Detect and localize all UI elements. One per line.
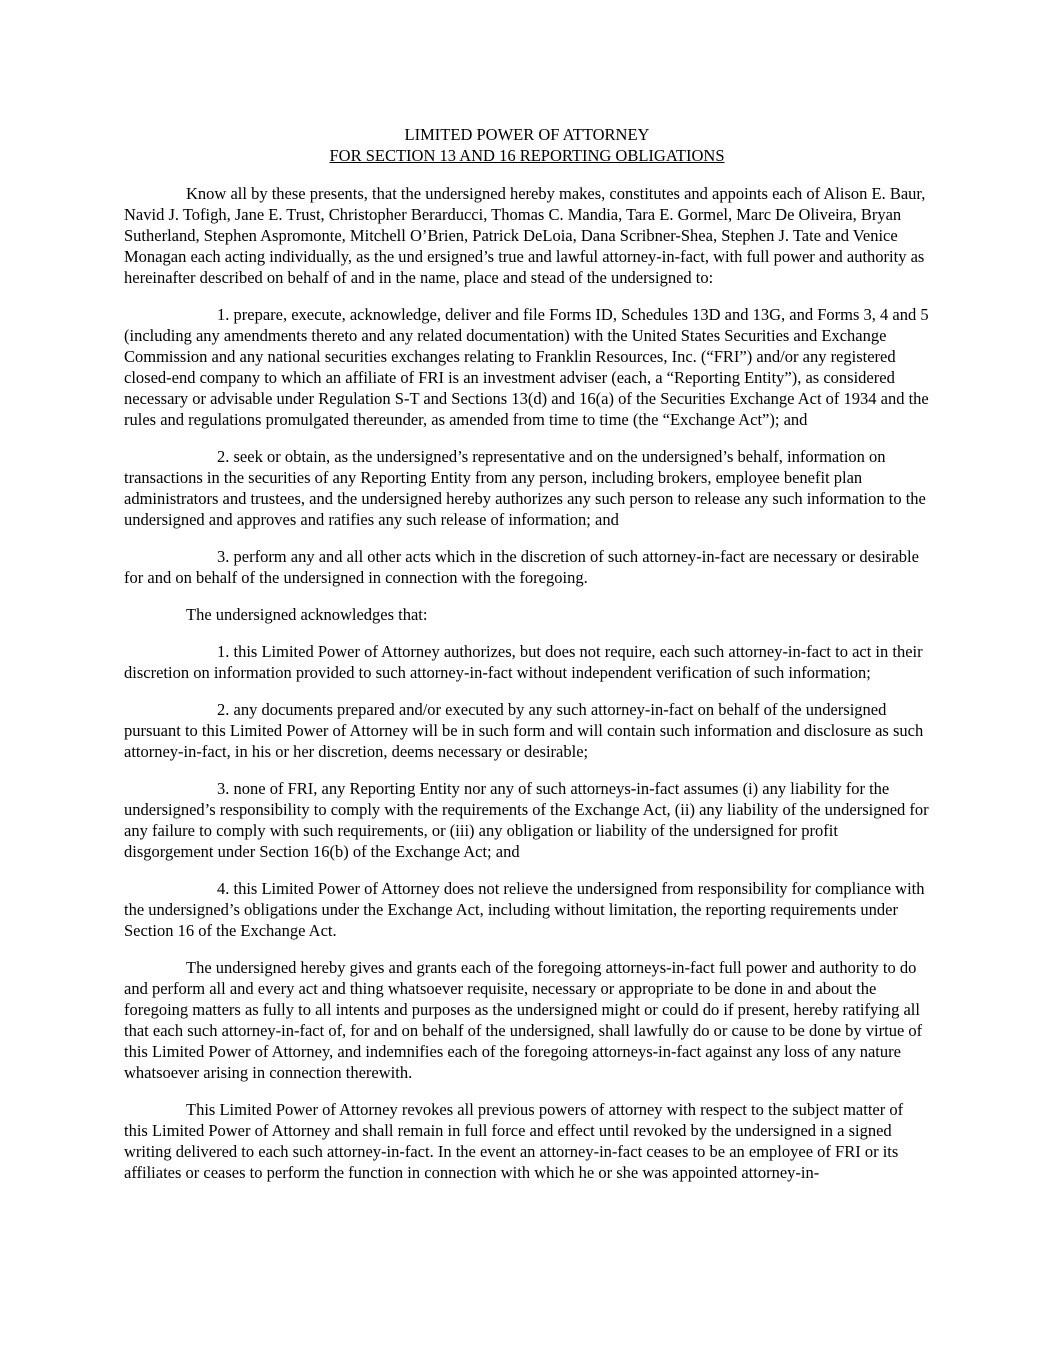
paragraph-ack-3-no-liability: 3. none of FRI, any Reporting Entity nor any of such attorneys-in-fact assumes (i) any liability for the undersigned’s responsibility to comply with the requirements of the Exchange Act, (ii) any liability of the undersigned for any failure to comply with such requirements, or (iii) any obligation or liability of the undersigned for profit disgorgement under Section 16(b) of the Exchange Act; and xyxy=(124,779,929,861)
paragraph-acknowledgement-intro: The undersigned acknowledges that: xyxy=(186,605,428,624)
document-title xyxy=(124,124,930,166)
paragraph-grant-of-authority: The undersigned hereby gives and grants each of the foregoing attorneys-in-fact full power and authority to do and perform all and every act and thing whatsoever requisite, necessary or appropriate to be done in and about the foregoing matters as fully to all intents and purposes as the undersigned might or could do if present, hereby ratifying all that each such attorney-in-fact of, for and on behalf of the undersigned, shall lawfully do or cause to be done by virtue of this Limited Power of Attorney, and indemnifies each of the foregoing attorneys-in-fact against any loss of any nature whatsoever arising in connection therewith. xyxy=(124,958,923,1082)
document-title-line-2: FOR SECTION 13 AND 16 REPORTING OBLIGATIONS xyxy=(329,146,725,165)
paragraph-power-3-perform-acts: 3. perform any and all other acts which in the discretion of such attorney-in-fact are necessary or desirable for and on behalf of the undersigned in connection with the foregoing. xyxy=(124,547,919,587)
paragraph-power-2-seek-obtain: 2. seek or obtain, as the undersigned’s representative and on the undersigned’s behalf, information on transactions in the securities of any Reporting Entity from any person, including brokers, employee benefit plan administrators and trustees, and the undersigned hereby authorizes any such person to release any such information to the undersigned and approves and ratifies any such release of information; and xyxy=(124,447,926,529)
paragraph-revocation: This Limited Power of Attorney revokes all previous powers of attorney with respect to the subject matter of this Limited Power of Attorney and shall remain in full force and effect until revoked by the undersigned in a signed writing delivered to each such attorney-in-fact. In the event an attorney-in-fact ceases to be an employee of FRI or its affiliates or ceases to perform the function in connection with which he or she was appointed attorney-in- xyxy=(124,1100,904,1182)
paragraph-ack-2-documents: 2. any documents prepared and/or executed by any such attorney-in-fact on behalf of the undersigned pursuant to this Limited Power of Attorney will be in such form and will contain such information and disclosure as such attorney-in-fact, in his or her discretion, deems necessary or desirable; xyxy=(124,700,924,761)
paragraph-appointment: Know all by these presents, that the undersigned hereby makes, constitutes and appoints each of Alison E. Baur, Navid J. Tofigh, Jane E. Trust, Christopher Berarducci, Thomas C. Mandia, Tara E. Gormel, Marc De Oliveira, Bryan Sutherland, Stephen Aspromonte, Mitchell O’Brien, Patrick DeLoia, Dana Scribner-Shea, Stephen J. Tate and Venice Monagan each acting individually, as the und ersigned’s true and lawful attorney-in-fact, with full power and authority as hereinafter described on behalf of and in the name, place and stead of the undersigned to: xyxy=(124,184,926,287)
paragraph-ack-4-no-relief: 4. this Limited Power of Attorney does not relieve the undersigned from responsibility for compliance with the undersigned’s obligations under the Exchange Act, including without limitation, the reporting requirements under Section 16 of the Exchange Act. xyxy=(124,879,925,940)
document-title-line-1: LIMITED POWER OF ATTORNEY xyxy=(404,125,650,144)
paragraph-power-1-prepare-file: 1. prepare, execute, acknowledge, deliver and file Forms ID, Schedules 13D and 13G, and Forms 3, 4 and 5 (including any amendments thereto and any related documentation) with the United States Securities and Exchange Commission and any national securities exchanges relating to Franklin Resources, Inc. (“FRI”) and/or any registered closed-end company to which an affiliate of FRI is an investment adviser (each, a “Reporting Entity”), as considered necessary or advisable under Regulation S-T and Sections 13(d) and 16(a) of the Securities Exchange Act of 1934 and the rules and regulations promulgated thereunder, as amended from time to time (the “Exchange Act”); and xyxy=(124,305,929,429)
paragraph-ack-1-authorizes: 1. this Limited Power of Attorney authorizes, but does not require, each such attorney-in-fact to act in their discretion on information provided to such attorney-in-fact without independent verification of such information; xyxy=(124,642,923,682)
